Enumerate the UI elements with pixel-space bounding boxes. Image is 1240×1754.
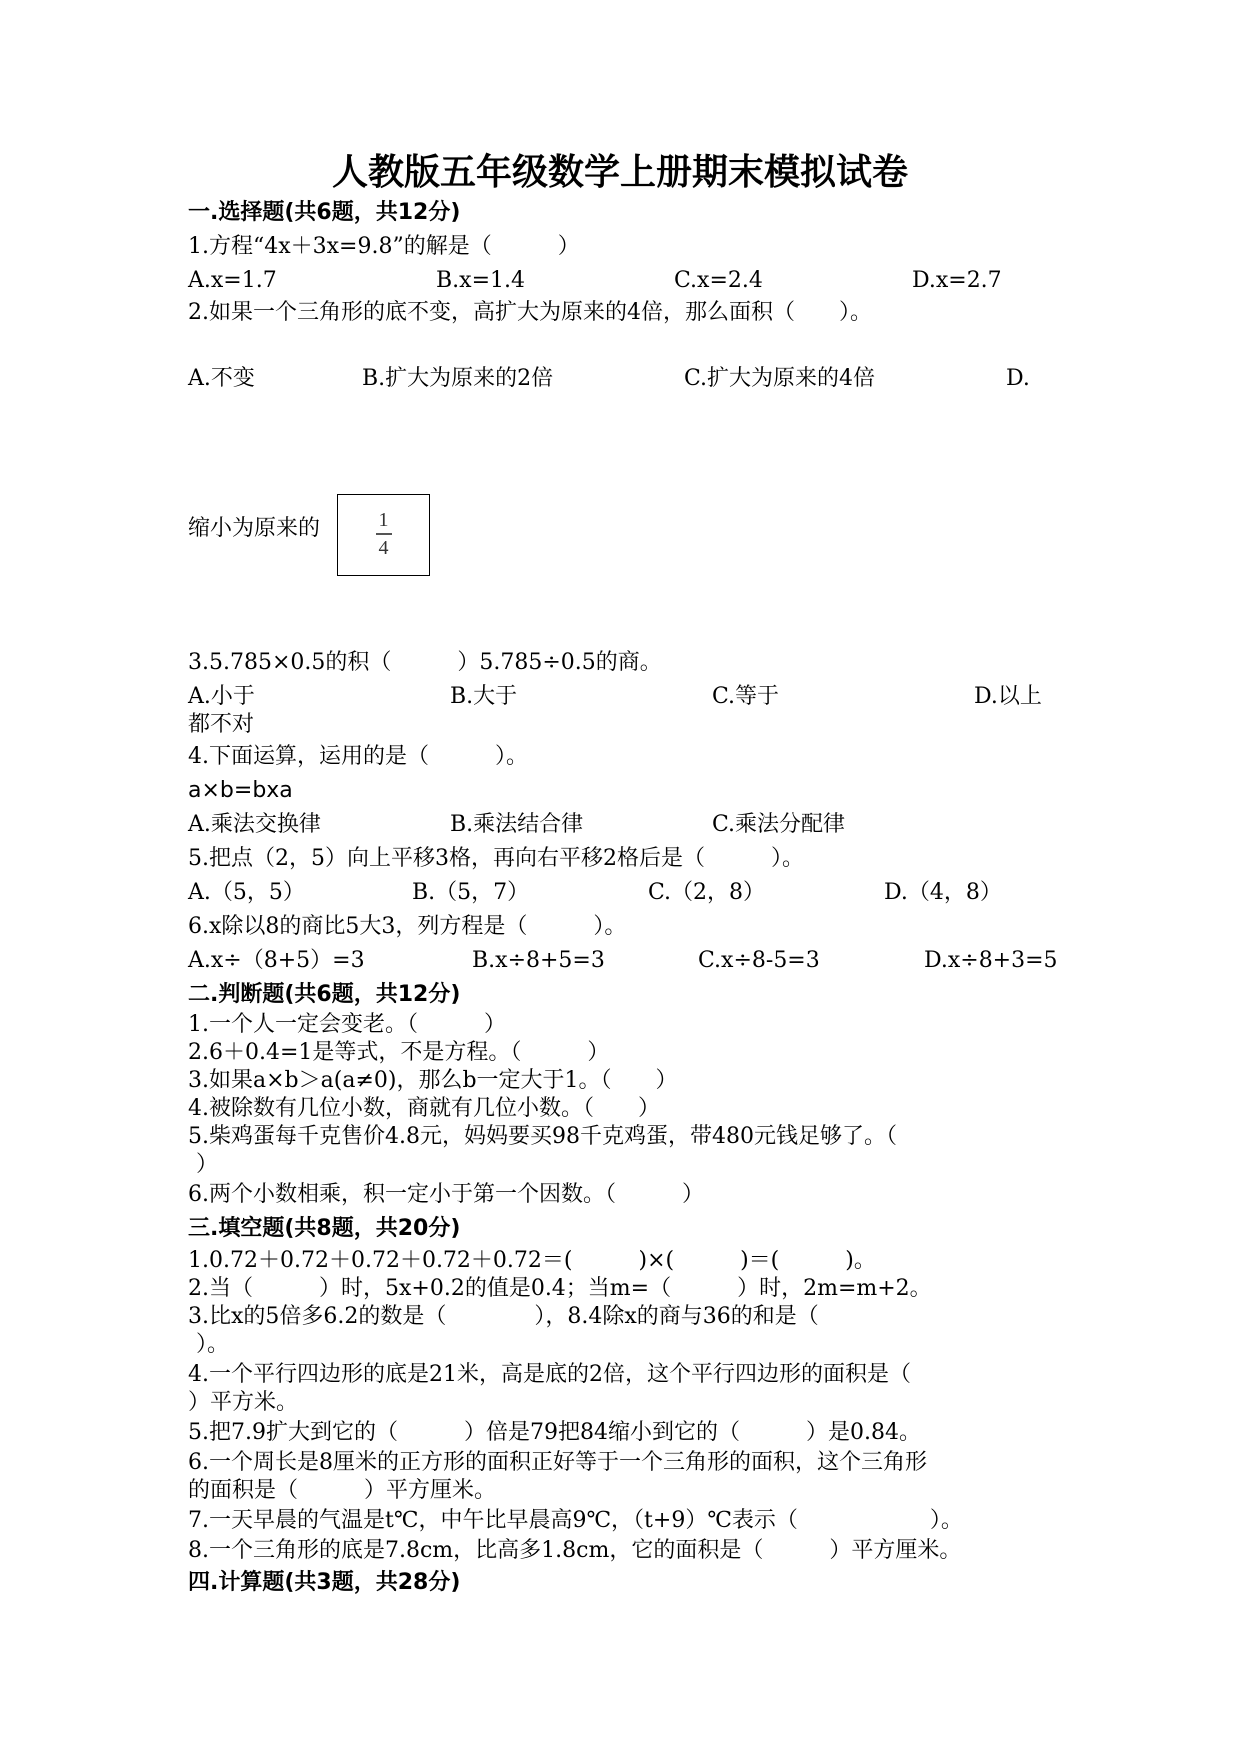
option-a: A.小于 bbox=[188, 684, 255, 709]
question-line-continuation: ） bbox=[196, 1152, 219, 1177]
question-stem: 4.下面运算，运用的是（ ）。 bbox=[188, 744, 528, 769]
question-stem: 2.如果一个三角形的底不变，高扩大为原来的4倍，那么面积（ ）。 bbox=[188, 300, 872, 325]
option-d: D. bbox=[1006, 366, 1030, 391]
option-c: C.扩大为原来的4倍 bbox=[684, 366, 876, 391]
option-c: C.x=2.4 bbox=[674, 268, 763, 293]
question-line: 1.一个人一定会变老。（ ） bbox=[188, 1012, 506, 1037]
question-line: 4.被除数有几位小数，商就有几位小数。（ ） bbox=[188, 1096, 660, 1121]
question-stem: 5.把点（2，5）向上平移3格，再向右平移2格后是（ ）。 bbox=[188, 846, 804, 871]
option-d-continuation: 都不对 bbox=[188, 712, 255, 737]
question-line: 7.一天早晨的气温是t℃，中午比早晨高9℃，（t+9）℃表示（ ）。 bbox=[188, 1508, 963, 1533]
option-b: B.x÷8+5=3 bbox=[472, 948, 605, 973]
option-d: D.x÷8+3=5 bbox=[924, 948, 1058, 973]
question-line: 1.0.72＋0.72＋0.72＋0.72＋0.72＝( )×( )＝( )。 bbox=[188, 1248, 876, 1273]
question-line: 3.比x的5倍多6.2的数是（ ），8.4除x的商与36的和是（ bbox=[188, 1304, 819, 1329]
fraction-denominator: 4 bbox=[378, 536, 389, 559]
section-heading-calc: 四.计算题(共3题，共28分) bbox=[188, 1570, 461, 1595]
option-c: C.乘法分配律 bbox=[712, 812, 846, 837]
question-stem: 6.x除以8的商比5大3，列方程是（ ）。 bbox=[188, 914, 627, 939]
question-line-continuation: ）平方米。 bbox=[188, 1390, 299, 1415]
question-line: 4.一个平行四边形的底是21米，高是底的2倍，这个平行四边形的面积是（ bbox=[188, 1362, 911, 1387]
formula: a×b=bxa bbox=[188, 778, 293, 803]
option-a: A.乘法交换律 bbox=[188, 812, 321, 837]
fraction-bar bbox=[376, 533, 392, 535]
question-line: 6.一个周长是8厘米的正方形的面积正好等于一个三角形的面积，这个三角形 bbox=[188, 1450, 927, 1475]
option-d: D.（4，8） bbox=[884, 880, 1002, 905]
option-a: A.x÷（8+5）=3 bbox=[188, 948, 365, 973]
option-a: A.不变 bbox=[188, 366, 255, 391]
section-heading-judge: 二.判断题(共6题，共12分) bbox=[188, 982, 461, 1007]
fraction-image bbox=[337, 494, 430, 576]
option-b: B.扩大为原来的2倍 bbox=[362, 366, 554, 391]
option-b: B.乘法结合律 bbox=[450, 812, 584, 837]
option-a: A.（5，5） bbox=[188, 880, 305, 905]
option-c: C.x÷8-5=3 bbox=[698, 948, 820, 973]
option-d: D.以上 bbox=[974, 684, 1042, 709]
question-stem: 1.方程“4x＋3x=9.8”的解是（ ） bbox=[188, 234, 580, 259]
section-heading-choice: 一.选择题(共6题，共12分) bbox=[188, 200, 461, 225]
option-b: B.大于 bbox=[450, 684, 518, 709]
option-d-continuation: 缩小为原来的 bbox=[188, 516, 321, 541]
option-a: A.x=1.7 bbox=[188, 268, 277, 293]
question-line-continuation: ）。 bbox=[196, 1332, 230, 1357]
question-line: 6.两个小数相乘，积一定小于第一个因数。（ ） bbox=[188, 1182, 704, 1207]
option-c: C.（2，8） bbox=[648, 880, 766, 905]
fraction-numerator: 1 bbox=[378, 509, 389, 531]
page-title: 人教版五年级数学上册期末模拟试卷 bbox=[331, 152, 908, 193]
option-b: B.（5，7） bbox=[412, 880, 530, 905]
question-line: 3.如果a×b＞a(a≠0)，那么b一定大于1。（ ） bbox=[188, 1068, 678, 1093]
option-c: C.等于 bbox=[712, 684, 780, 709]
option-b: B.x=1.4 bbox=[436, 268, 525, 293]
question-stem: 3.5.785×0.5的积（ ）5.785÷0.5的商。 bbox=[188, 650, 662, 675]
question-line: 5.柴鸡蛋每千克售价4.8元，妈妈要买98千克鸡蛋，带480元钱足够了。（ bbox=[188, 1124, 897, 1149]
section-heading-fill: 三.填空题(共8题，共20分) bbox=[188, 1216, 461, 1241]
question-line: 5.把7.9扩大到它的（ ）倍是79把84缩小到它的（ ）是0.84。 bbox=[188, 1420, 921, 1445]
option-d: D.x=2.7 bbox=[912, 268, 1002, 293]
question-line: 8.一个三角形的底是7.8cm，比高多1.8cm，它的面积是（ ）平方厘米。 bbox=[188, 1538, 962, 1563]
question-line: 2.6＋0.4=1是等式，不是方程。（ ） bbox=[188, 1040, 610, 1065]
question-line-continuation: 的面积是（ ）平方厘米。 bbox=[188, 1478, 497, 1503]
fraction-one-quarter bbox=[338, 509, 429, 559]
question-line: 2.当（ ）时，5x+0.2的值是0.4；当m=（ ）时，2m=m+2。 bbox=[188, 1276, 932, 1301]
